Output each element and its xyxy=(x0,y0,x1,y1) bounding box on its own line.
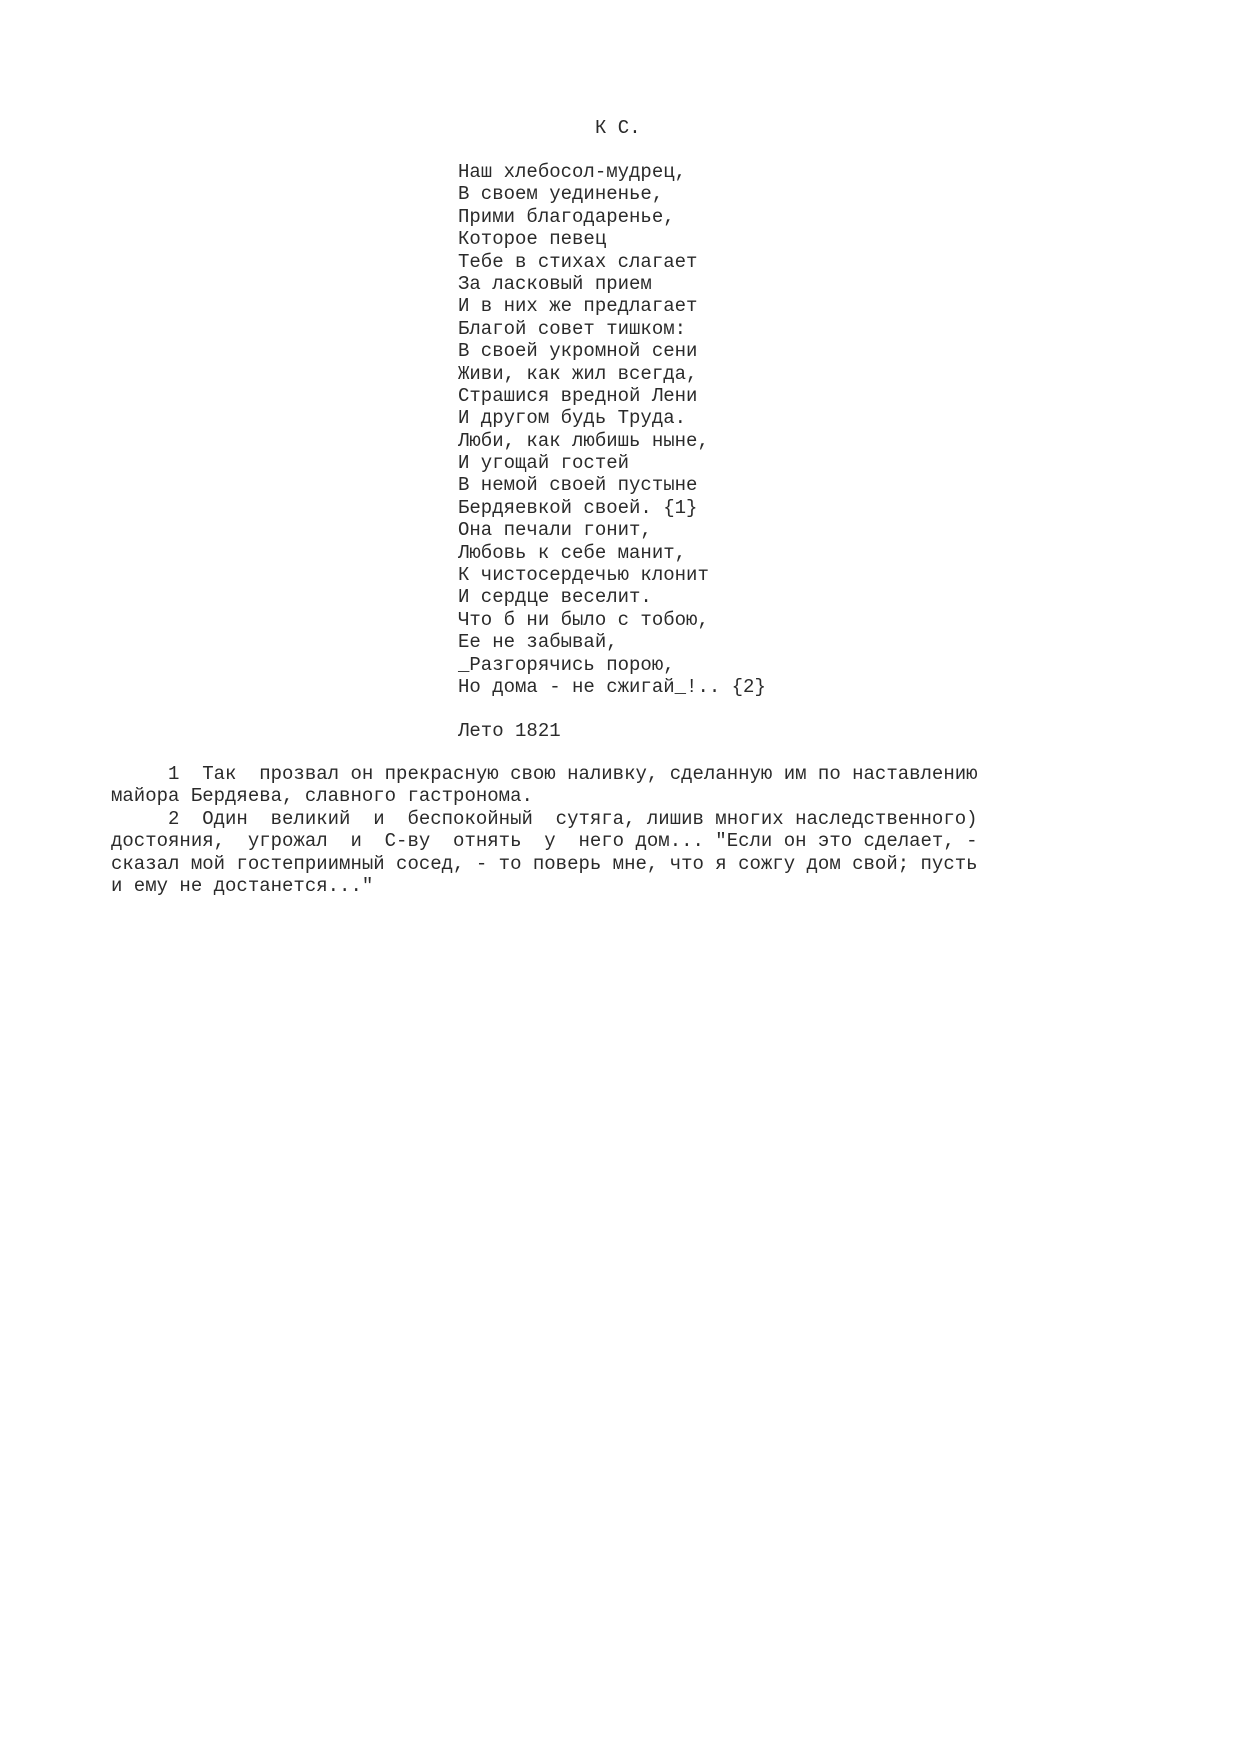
poem-line: За ласковый прием xyxy=(458,272,652,295)
poem-line: Страшися вредной Лени xyxy=(458,384,698,407)
poem-line: Благой совет тишком: xyxy=(458,317,687,340)
footnotes xyxy=(111,763,1055,897)
poem-line: Прими благодаренье, xyxy=(458,205,675,228)
poem-line: И другом будь Труда. xyxy=(458,407,687,430)
poem-line: Она печали гонит, xyxy=(458,519,652,542)
poem-title: К С. xyxy=(595,117,641,139)
poem-line: Люби, как любишь ныне, xyxy=(458,429,709,452)
poem-line: _Разгорячись порою, xyxy=(458,653,675,676)
footnote-line: 1 Так прозвал он прекрасную свою наливку, сделанную им по наставлению xyxy=(111,763,978,785)
poem-date: Лето 1821 xyxy=(458,720,561,742)
footnote-line: 2 Один великий и беспокойный сутяга, лишив многих наследственного) xyxy=(111,807,978,830)
footnote-line: достояния, угрожал и С-ву отнять у него дом... "Если он это сделает, - xyxy=(111,830,978,853)
poem-line: В немой своей пустыне xyxy=(458,474,698,497)
poem-line: И в них же предлагает xyxy=(458,295,698,318)
poem-line: И сердце веселит. xyxy=(458,586,652,609)
poem-body xyxy=(458,161,766,698)
footnote-line: и ему не достанется..." xyxy=(111,874,374,897)
poem-line: Живи, как жил всегда, xyxy=(458,362,698,385)
poem-line: Наш хлебосол-мудрец, xyxy=(458,161,687,183)
poem-line: И угощай гостей xyxy=(458,452,630,475)
poem-line: Которое певец xyxy=(458,228,607,251)
poem-line: Бердяевкой своей. {1} xyxy=(458,496,698,519)
poem-line: К чистосердечью клонит xyxy=(458,564,709,587)
poem-line: Тебе в стихах слагает xyxy=(458,250,698,273)
poem-line: В своей укромной сени xyxy=(458,340,698,363)
poem-line: Ее не забывай, xyxy=(458,631,618,654)
poem-line: Но дома - не сжигай_!.. {2} xyxy=(458,675,766,698)
poem-line: Что б ни было с тобою, xyxy=(458,608,709,631)
footnote-line: майора Бердяева, славного гастронома. xyxy=(111,785,533,808)
poem-line: В своем уединенье, xyxy=(458,183,664,206)
footnote-line: сказал мой гостеприимный сосед, - то поверь мне, что я сожгу дом свой; пусть xyxy=(111,852,978,875)
poem-line: Любовь к себе манит, xyxy=(458,541,687,564)
